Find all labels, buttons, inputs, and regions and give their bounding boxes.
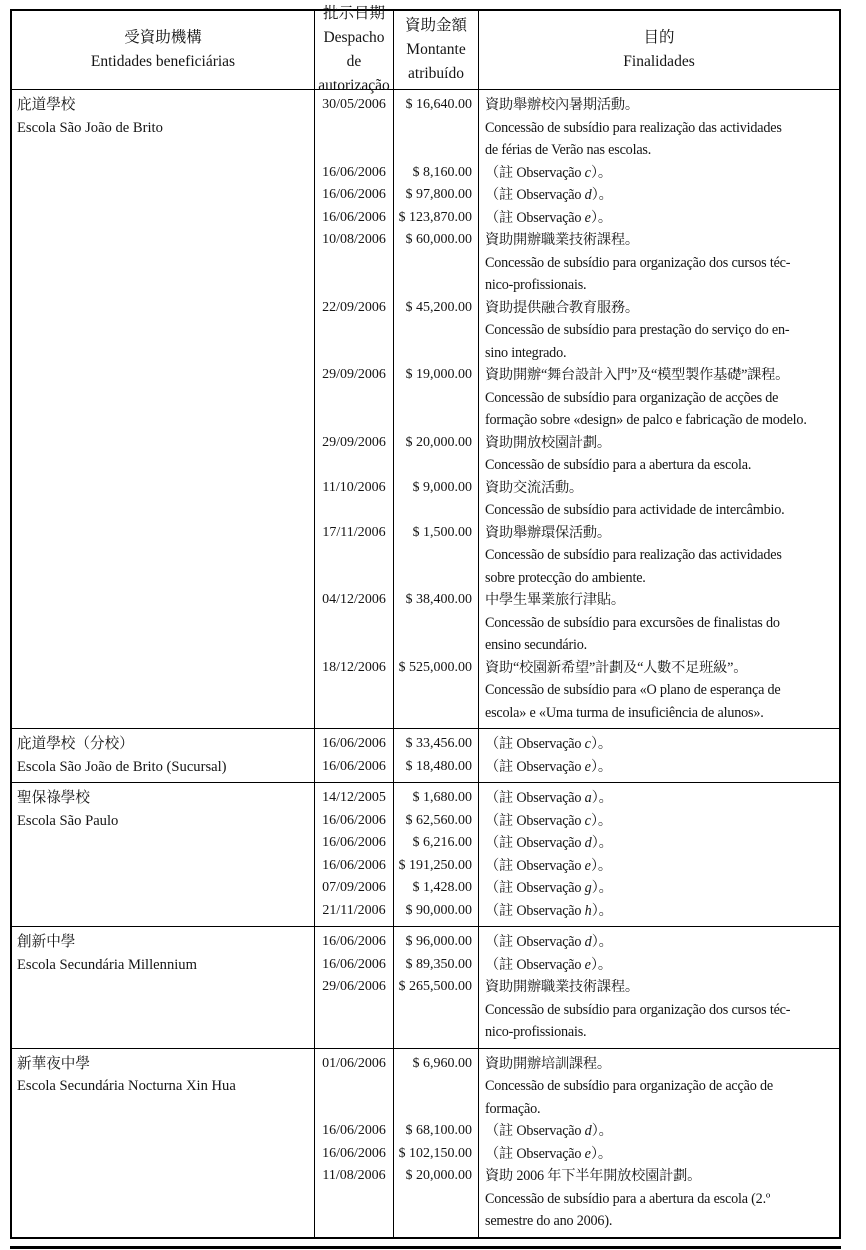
purpose-line: 資助開辦職業技術課程。 bbox=[485, 232, 639, 248]
purpose-line bbox=[479, 931, 839, 954]
header-amount bbox=[394, 11, 479, 89]
purpose-line: 資助提供融合教育服務。 bbox=[485, 299, 639, 316]
amount-spacer bbox=[394, 409, 478, 432]
subsidy-amount: $ 1,428.00 bbox=[412, 880, 472, 895]
observation-suffix: ）。 bbox=[591, 1123, 613, 1139]
observation-prefix: （註 Observação bbox=[485, 187, 585, 203]
purpose-line bbox=[479, 207, 839, 230]
entity-name-zh: 庇道學校（分校） bbox=[17, 736, 134, 752]
subsidy-amount: $ 6,216.00 bbox=[412, 835, 472, 850]
observation-prefix: （註 Observação bbox=[485, 902, 585, 919]
observation-prefix: （註 Observação bbox=[485, 835, 585, 851]
date-spacer bbox=[315, 1210, 393, 1233]
observation-letter: h bbox=[584, 902, 592, 919]
purpose-line: formação sobre «design» de palco e fabricação de modelo. bbox=[485, 412, 807, 428]
purpose-line: nico-profissionais. bbox=[485, 1024, 587, 1040]
header-amount-pt-2: atribuído bbox=[408, 65, 464, 82]
purpose-line: 中學生畢業旅行津貼。 bbox=[485, 592, 625, 608]
purpose-line: Concessão de subsídio para organização dos cursos téc- bbox=[485, 254, 791, 271]
date-spacer bbox=[315, 454, 393, 477]
header-purpose-zh: 目的 bbox=[643, 29, 675, 46]
observation-suffix: ）。 bbox=[591, 835, 613, 851]
amount-spacer bbox=[394, 612, 478, 635]
purpose-line: Concessão de subsídio para organização dos cursos téc- bbox=[485, 1001, 791, 1018]
authorization-date: 29/09/2006 bbox=[322, 367, 386, 382]
amount-spacer bbox=[394, 1098, 478, 1121]
authorization-date: 22/09/2006 bbox=[322, 299, 386, 315]
amount-cell bbox=[394, 729, 479, 782]
observation-prefix: （註 Observação bbox=[485, 934, 585, 950]
subsidy-amount: $ 1,680.00 bbox=[412, 790, 472, 805]
amount-spacer bbox=[394, 139, 478, 162]
date-spacer bbox=[315, 544, 393, 567]
date-spacer bbox=[315, 567, 393, 590]
date-cell bbox=[315, 1049, 394, 1237]
subsidy-amount: $ 62,560.00 bbox=[405, 812, 472, 828]
observation-letter: e bbox=[584, 956, 591, 973]
observation-prefix: （註 Observação bbox=[485, 956, 585, 973]
authorization-date: 16/06/2006 bbox=[322, 209, 386, 225]
purpose-line: 資助 2006 年下半年開放校園計劃。 bbox=[485, 1168, 702, 1184]
purpose-line bbox=[479, 877, 839, 900]
table-section bbox=[12, 926, 839, 1048]
observation-suffix: ）。 bbox=[591, 934, 613, 950]
observation-letter: e bbox=[584, 1145, 591, 1162]
purpose-line: 資助開辦培訓課程。 bbox=[485, 1055, 611, 1072]
authorization-date: 29/09/2006 bbox=[322, 434, 386, 450]
subsidy-amount: $ 60,000.00 bbox=[405, 232, 472, 247]
purpose-line bbox=[479, 855, 839, 878]
observation-suffix: ）。 bbox=[590, 736, 612, 752]
purpose-line bbox=[479, 733, 839, 756]
date-spacer bbox=[315, 387, 393, 410]
entity-name-zh: 創新中學 bbox=[17, 934, 76, 950]
amount-spacer bbox=[394, 252, 478, 275]
observation-suffix: ）。 bbox=[591, 790, 613, 806]
subsidy-amount: $ 89,350.00 bbox=[405, 956, 472, 972]
amount-spacer bbox=[394, 702, 478, 725]
subsidy-amount: $ 38,400.00 bbox=[405, 592, 472, 607]
authorization-date: 16/06/2006 bbox=[322, 164, 386, 180]
amount-spacer bbox=[394, 544, 478, 567]
purpose-cell bbox=[479, 783, 839, 926]
authorization-date: 04/12/2006 bbox=[322, 592, 386, 607]
purpose-line: formação. bbox=[485, 1100, 541, 1117]
amount-spacer bbox=[394, 999, 478, 1022]
subsidy-amount: $ 16,640.00 bbox=[405, 97, 472, 112]
observation-prefix: （註 Observação bbox=[485, 164, 585, 181]
purpose-line: Concessão de subsídio para organização de acção de bbox=[485, 1078, 773, 1094]
purpose-line: sino integrado. bbox=[485, 344, 567, 361]
entity-cell bbox=[12, 927, 315, 1048]
date-cell bbox=[315, 90, 394, 728]
entity-name-pt: Escola São João de Brito bbox=[17, 119, 163, 136]
purpose-cell bbox=[479, 927, 839, 1048]
entity-cell bbox=[12, 783, 315, 926]
amount-spacer bbox=[394, 567, 478, 590]
date-spacer bbox=[315, 319, 393, 342]
subsidy-amount: $ 525,000.00 bbox=[398, 659, 472, 675]
subsidy-amount: $ 123,870.00 bbox=[398, 209, 472, 225]
observation-prefix: （註 Observação bbox=[485, 790, 585, 806]
date-spacer bbox=[315, 252, 393, 275]
purpose-line: 資助舉辦校內暑期活動。 bbox=[485, 97, 639, 113]
entity-cell bbox=[12, 1049, 315, 1237]
observation-letter: e bbox=[584, 758, 591, 775]
observation-suffix: ）。 bbox=[590, 758, 612, 775]
purpose-line bbox=[479, 954, 839, 977]
authorization-date: 16/06/2006 bbox=[322, 1123, 386, 1138]
observation-letter: d bbox=[584, 934, 592, 950]
observation-suffix: ）。 bbox=[590, 812, 612, 829]
subsidy-amount: $ 191,250.00 bbox=[398, 857, 472, 873]
observation-suffix: ）。 bbox=[590, 209, 612, 226]
observation-suffix: ）。 bbox=[591, 902, 613, 919]
observation-letter: c bbox=[584, 812, 591, 829]
date-cell bbox=[315, 927, 394, 1048]
observation-letter: g bbox=[584, 880, 592, 896]
observation-letter: c bbox=[584, 736, 591, 752]
authorization-date: 14/12/2005 bbox=[322, 790, 386, 805]
amount-spacer bbox=[394, 117, 478, 140]
header-entities bbox=[12, 11, 315, 89]
amount-cell bbox=[394, 783, 479, 926]
purpose-line: 資助開放校園計劃。 bbox=[485, 434, 611, 451]
amount-spacer bbox=[394, 1075, 478, 1098]
subsidy-amount: $ 8,160.00 bbox=[412, 164, 472, 180]
purpose-line: ensino secundário. bbox=[485, 637, 587, 653]
authorization-date: 10/08/2006 bbox=[322, 232, 386, 247]
purpose-line bbox=[479, 184, 839, 207]
purpose-line bbox=[479, 1143, 839, 1166]
date-cell bbox=[315, 729, 394, 782]
entity-name-zh: 聖保祿學校 bbox=[17, 790, 90, 806]
date-spacer bbox=[315, 1021, 393, 1044]
authorization-date: 16/06/2006 bbox=[322, 956, 386, 972]
observation-prefix: （註 Observação bbox=[485, 812, 585, 829]
observation-letter: d bbox=[584, 1123, 592, 1139]
subsidy-amount: $ 90,000.00 bbox=[405, 902, 472, 918]
authorization-date: 30/05/2006 bbox=[322, 97, 386, 112]
purpose-line: Concessão de subsídio para prestação do serviço do en- bbox=[485, 322, 790, 338]
date-spacer bbox=[315, 999, 393, 1022]
subsidy-amount: $ 20,000.00 bbox=[405, 1168, 472, 1183]
amount-spacer bbox=[394, 1188, 478, 1211]
header-entities-pt: Entidades beneficiárias bbox=[90, 53, 236, 70]
date-cell bbox=[315, 783, 394, 926]
header-date-zh: 批示日期 bbox=[322, 5, 385, 22]
purpose-line: 資助交流活動。 bbox=[485, 479, 583, 496]
observation-suffix: ）。 bbox=[590, 956, 612, 973]
observation-suffix: ）。 bbox=[590, 164, 612, 181]
purpose-cell bbox=[479, 1049, 839, 1237]
purpose-line: Concessão de subsídio para realização das actividades bbox=[485, 547, 782, 563]
authorization-date: 21/11/2006 bbox=[322, 902, 386, 918]
entity-name-pt: Escola Secundária Millennium bbox=[17, 956, 197, 973]
purpose-line: 資助舉辦環保活動。 bbox=[485, 524, 611, 541]
header-purpose bbox=[479, 11, 839, 89]
authorization-date: 16/06/2006 bbox=[322, 736, 386, 751]
table-section bbox=[12, 1048, 839, 1237]
table-section bbox=[12, 782, 839, 926]
subsidy-amount: $ 68,100.00 bbox=[405, 1123, 472, 1138]
purpose-line bbox=[479, 1120, 839, 1143]
observation-letter: e bbox=[584, 209, 591, 226]
subsidy-amount: $ 19,000.00 bbox=[405, 367, 472, 382]
amount-cell bbox=[394, 90, 479, 728]
authorization-date: 16/06/2006 bbox=[322, 835, 386, 850]
entity-cell bbox=[12, 90, 315, 728]
purpose-line: escola» e «Uma turma de insuficiência de alunos». bbox=[485, 704, 764, 721]
observation-suffix: ）。 bbox=[591, 880, 613, 896]
header-date-pt-1: Despacho de bbox=[323, 29, 385, 70]
purpose-line: 資助“校園新希望”計劃及“人數不足班級”。 bbox=[485, 659, 748, 676]
purpose-line: Concessão de subsídio para organização de acções de bbox=[485, 389, 779, 406]
purpose-line: nico-profissionais. bbox=[485, 277, 587, 293]
purpose-line: Concessão de subsídio para a abertura da escola (2.º bbox=[485, 1190, 771, 1207]
purpose-line bbox=[479, 810, 839, 833]
date-spacer bbox=[315, 117, 393, 140]
authorization-date: 01/06/2006 bbox=[322, 1055, 386, 1071]
date-spacer bbox=[315, 1075, 393, 1098]
amount-spacer bbox=[394, 274, 478, 297]
subsidy-amount: $ 20,000.00 bbox=[405, 434, 472, 450]
observation-suffix: ）。 bbox=[590, 857, 612, 874]
authorization-date: 16/06/2006 bbox=[322, 812, 386, 828]
purpose-line: Concessão de subsídio para realização das actividades bbox=[485, 119, 782, 136]
amount-spacer bbox=[394, 679, 478, 702]
subsidy-amount: $ 9,000.00 bbox=[412, 479, 472, 495]
table-section bbox=[12, 728, 839, 782]
authorization-date: 11/10/2006 bbox=[322, 479, 386, 495]
header-entities-zh: 受資助機構 bbox=[124, 29, 202, 46]
date-spacer bbox=[315, 612, 393, 635]
amount-spacer bbox=[394, 319, 478, 342]
amount-spacer bbox=[394, 634, 478, 657]
authorization-date: 16/06/2006 bbox=[322, 187, 386, 202]
authorization-date: 16/06/2006 bbox=[322, 857, 386, 873]
amount-spacer bbox=[394, 454, 478, 477]
subsidy-amount: $ 265,500.00 bbox=[398, 979, 472, 994]
subsidy-amount: $ 33,456.00 bbox=[405, 736, 472, 751]
date-spacer bbox=[315, 409, 393, 432]
header-purpose-pt: Finalidades bbox=[623, 53, 695, 70]
purpose-line: de férias de Verão nas escolas. bbox=[485, 142, 652, 158]
observation-prefix: （註 Observação bbox=[485, 1145, 585, 1162]
subsidy-amount: $ 18,480.00 bbox=[405, 758, 472, 774]
header-amount-zh: 資助金額 bbox=[404, 17, 467, 34]
authorization-date: 07/09/2006 bbox=[322, 880, 386, 895]
sections-container bbox=[12, 89, 839, 1237]
date-spacer bbox=[315, 342, 393, 365]
observation-prefix: （註 Observação bbox=[485, 209, 585, 226]
header-date bbox=[315, 5, 394, 94]
purpose-line: Concessão de subsídio para «O plano de esperança de bbox=[485, 682, 781, 698]
amount-spacer bbox=[394, 387, 478, 410]
purpose-line: Concessão de subsídio para excursões de finalistas do bbox=[485, 614, 780, 631]
purpose-line bbox=[479, 832, 839, 855]
authorization-date: 16/06/2006 bbox=[322, 934, 386, 949]
purpose-line: semestre do ano 2006). bbox=[485, 1213, 613, 1229]
observation-suffix: ）。 bbox=[590, 1145, 612, 1162]
subsidy-amount: $ 97,800.00 bbox=[405, 187, 472, 202]
observation-letter: d bbox=[584, 835, 592, 851]
subsidy-table bbox=[10, 5, 841, 1239]
observation-letter: a bbox=[584, 790, 592, 806]
observation-letter: d bbox=[584, 187, 592, 203]
entity-name-pt: Escola São Paulo bbox=[17, 812, 119, 829]
observation-letter: c bbox=[584, 164, 591, 181]
header-amount-pt-1: Montante bbox=[406, 41, 466, 58]
observation-prefix: （註 Observação bbox=[485, 1123, 585, 1139]
purpose-line bbox=[479, 900, 839, 923]
authorization-date: 16/06/2006 bbox=[322, 1145, 386, 1161]
date-spacer bbox=[315, 702, 393, 725]
page-bottom-rule bbox=[10, 1246, 841, 1249]
authorization-date: 29/06/2006 bbox=[322, 979, 386, 994]
purpose-line: Concessão de subsídio para a abertura da escola. bbox=[485, 457, 752, 473]
observation-suffix: ）。 bbox=[591, 187, 613, 203]
purpose-line: Concessão de subsídio para actividade de intercâmbio. bbox=[485, 502, 785, 518]
entity-name-zh: 新華夜中學 bbox=[17, 1055, 90, 1072]
table-header-row bbox=[12, 5, 839, 94]
amount-cell bbox=[394, 927, 479, 1048]
date-spacer bbox=[315, 499, 393, 522]
authorization-date: 16/06/2006 bbox=[322, 758, 386, 774]
amount-spacer bbox=[394, 1021, 478, 1044]
purpose-line bbox=[479, 787, 839, 810]
purpose-line: 資助開辦職業技術課程。 bbox=[485, 979, 639, 995]
subsidy-amount: $ 1,500.00 bbox=[412, 524, 472, 540]
amount-cell bbox=[394, 1049, 479, 1237]
subsidy-amount: $ 45,200.00 bbox=[405, 299, 472, 315]
entity-cell bbox=[12, 729, 315, 782]
purpose-cell bbox=[479, 729, 839, 782]
amount-spacer bbox=[394, 342, 478, 365]
subsidy-amount: $ 96,000.00 bbox=[405, 934, 472, 949]
date-spacer bbox=[315, 274, 393, 297]
observation-prefix: （註 Observação bbox=[485, 736, 585, 752]
entity-name-pt: Escola São João de Brito (Sucursal) bbox=[17, 758, 227, 775]
subsidy-amount: $ 102,150.00 bbox=[398, 1145, 472, 1161]
date-spacer bbox=[315, 1098, 393, 1121]
purpose-cell bbox=[479, 90, 839, 728]
date-spacer bbox=[315, 139, 393, 162]
authorization-date: 11/08/2006 bbox=[322, 1168, 386, 1183]
date-spacer bbox=[315, 679, 393, 702]
observation-prefix: （註 Observação bbox=[485, 857, 585, 874]
entity-name-zh: 庇道學校 bbox=[17, 97, 76, 113]
date-spacer bbox=[315, 1188, 393, 1211]
observation-prefix: （註 Observação bbox=[485, 880, 585, 896]
amount-spacer bbox=[394, 499, 478, 522]
authorization-date: 18/12/2006 bbox=[322, 659, 386, 675]
authorization-date: 17/11/2006 bbox=[322, 524, 386, 540]
amount-spacer bbox=[394, 1210, 478, 1233]
date-spacer bbox=[315, 634, 393, 657]
subsidy-amount: $ 6,960.00 bbox=[412, 1055, 472, 1071]
purpose-line bbox=[479, 162, 839, 185]
header-date-pt-2: autorização bbox=[318, 77, 390, 94]
entity-name-pt: Escola Secundária Nocturna Xin Hua bbox=[17, 1078, 236, 1094]
table-section bbox=[12, 89, 839, 728]
observation-letter: e bbox=[584, 857, 591, 874]
purpose-line bbox=[479, 756, 839, 779]
observation-prefix: （註 Observação bbox=[485, 758, 585, 775]
purpose-line: 資助開辦“舞台設計入門”及“模型製作基礎”課程。 bbox=[485, 367, 790, 383]
purpose-line: sobre protecção do ambiente. bbox=[485, 569, 646, 586]
